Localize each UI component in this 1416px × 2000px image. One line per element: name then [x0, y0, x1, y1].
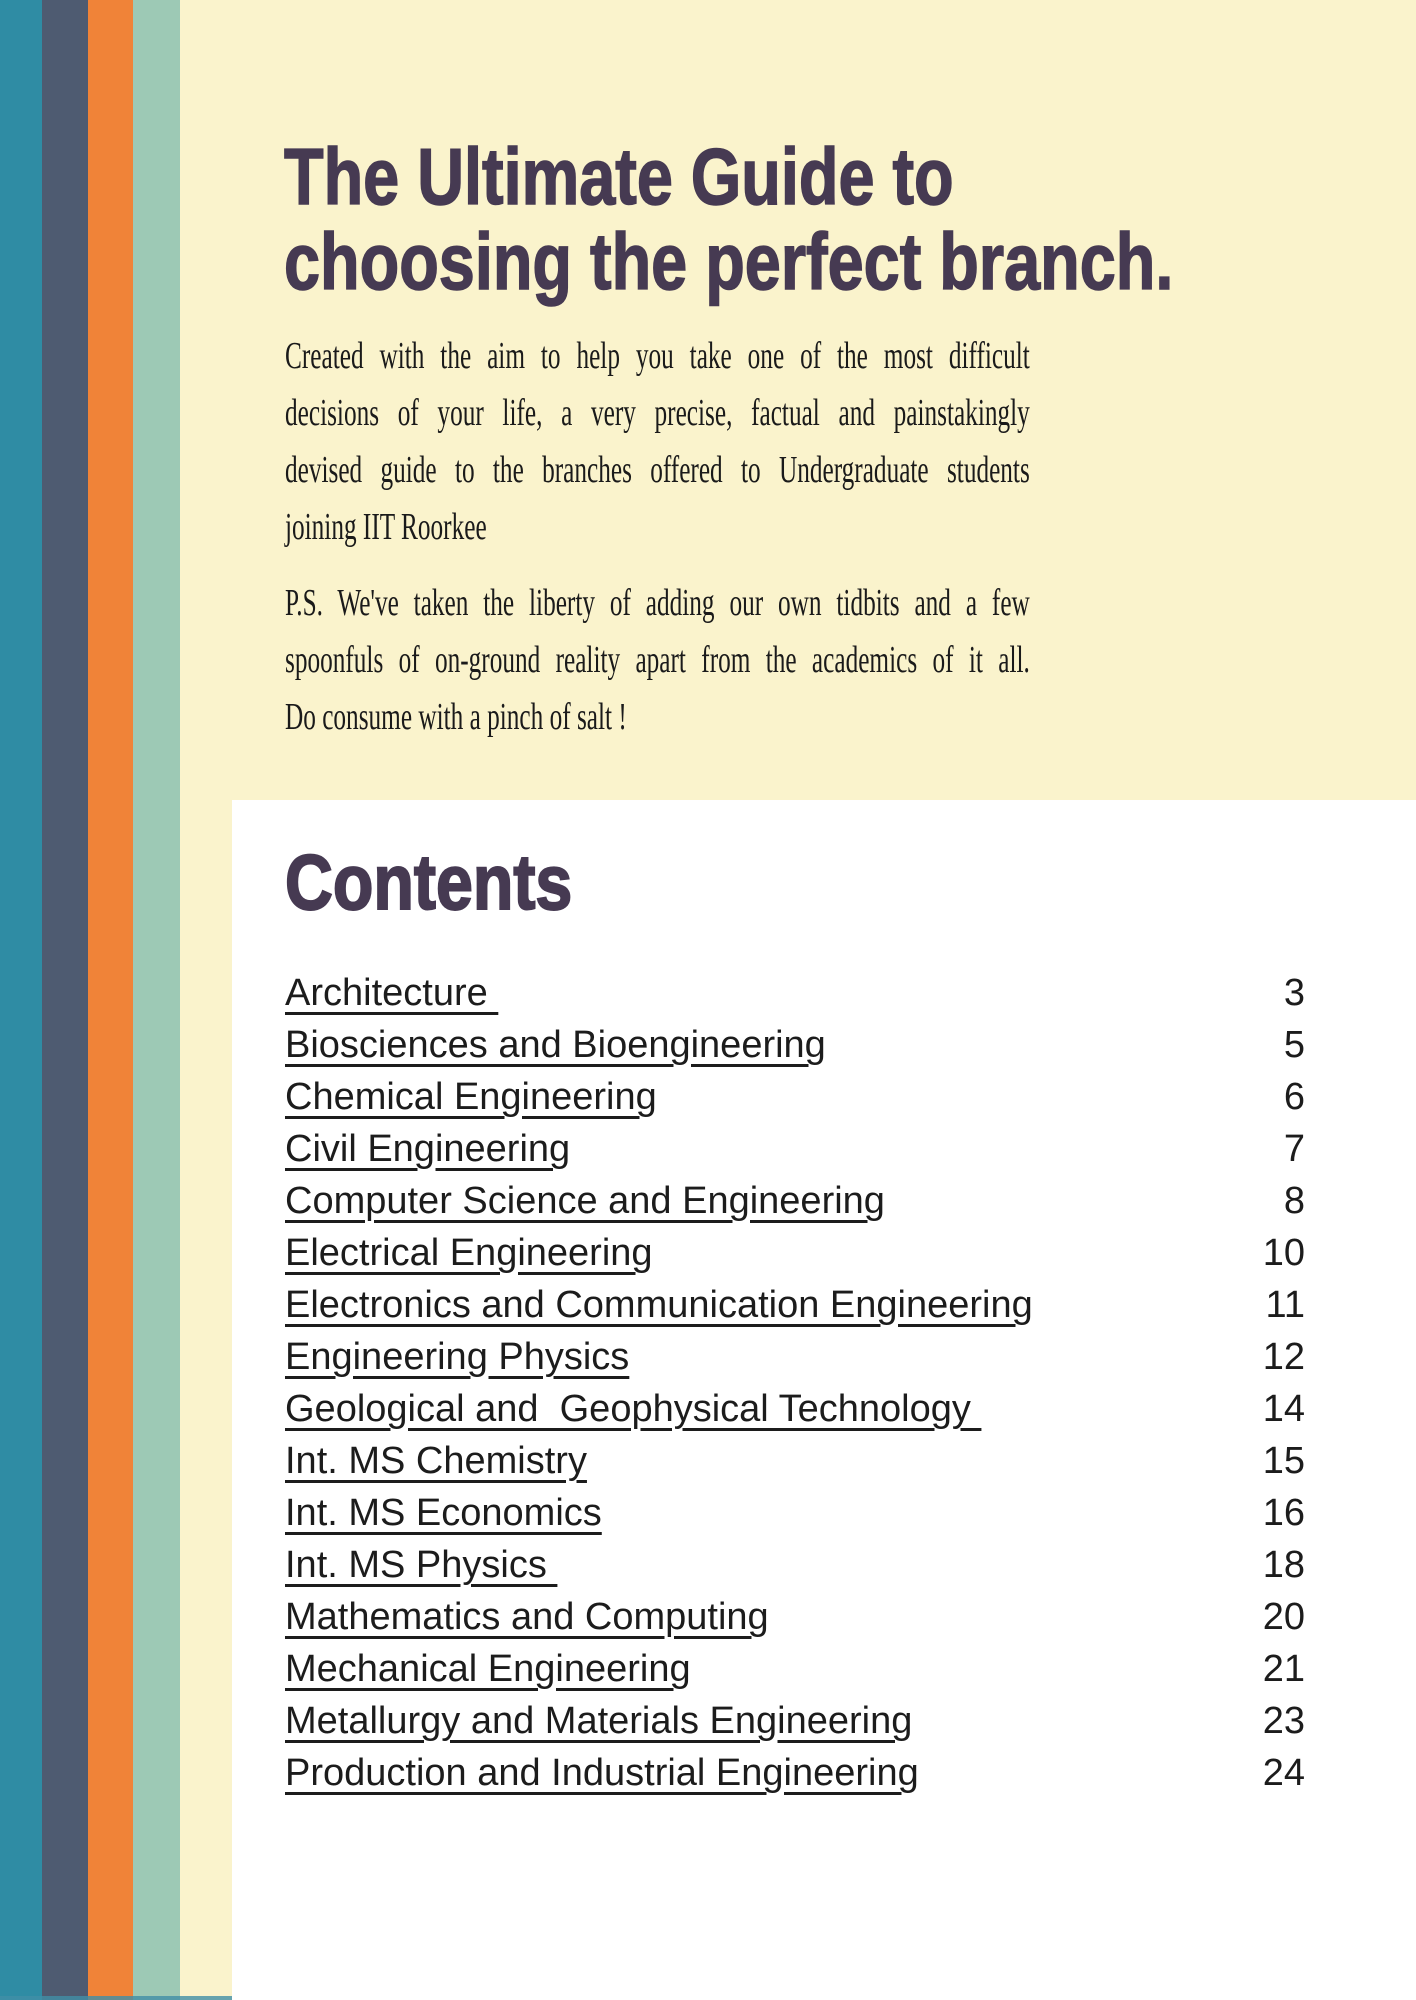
- toc-entry-page-number: 20: [1262, 1596, 1305, 1638]
- ps-line: spoonfuls of on-ground reality apart from the academics of it all.: [285, 639, 1030, 681]
- toc-entry-link[interactable]: Int. MS Economics: [285, 1492, 602, 1534]
- toc-entry-row: [285, 1175, 1305, 1227]
- toc-entry-row: [285, 1591, 1305, 1643]
- toc-entry-page-number: 7: [1283, 1128, 1305, 1170]
- toc-entry-link[interactable]: Electrical Engineering: [285, 1232, 653, 1274]
- toc-entry-row: [285, 1643, 1305, 1695]
- intro-line: devised guide to the branches offered to Undergraduate students: [285, 449, 1030, 491]
- toc-entry-row: [285, 1539, 1305, 1591]
- toc-entry-link[interactable]: Civil Engineering: [285, 1128, 571, 1170]
- toc-entry-row: [285, 1487, 1305, 1539]
- toc-entry-link[interactable]: Mathematics and Computing: [285, 1596, 769, 1638]
- page-bottom-edge: [0, 1996, 233, 2000]
- toc-entry-page-number: 3: [1283, 972, 1305, 1014]
- ps-line: P.S. We've taken the liberty of adding our own tidbits and a few: [285, 582, 1030, 624]
- intro-line: Created with the aim to help you take one of the most difficult: [285, 335, 1030, 377]
- toc-entry-page-number: 6: [1283, 1076, 1305, 1118]
- toc-entry-row: [285, 1747, 1305, 1799]
- toc-entry-page-number: 8: [1283, 1180, 1305, 1222]
- toc-entry-link[interactable]: Computer Science and Engineering: [285, 1180, 885, 1222]
- toc-entry-row: [285, 1695, 1305, 1747]
- toc-entry-page-number: 14: [1262, 1388, 1305, 1430]
- toc-entry-page-number: 12: [1262, 1336, 1305, 1378]
- toc-entry-link[interactable]: Chemical Engineering: [285, 1076, 657, 1118]
- intro-line: decisions of your life, a very precise, factual and painstakingly: [285, 392, 1030, 434]
- toc-entry-row: [285, 1071, 1305, 1123]
- toc-entry-row: [285, 1279, 1305, 1331]
- contents-heading: Contents: [285, 838, 573, 926]
- toc-entry-link[interactable]: Biosciences and Bioengineering: [285, 1024, 826, 1066]
- toc-entry-page-number: 24: [1262, 1752, 1305, 1794]
- toc-entry-page-number: 23: [1262, 1700, 1305, 1742]
- toc-entry-link[interactable]: Int. MS Physics: [285, 1544, 558, 1586]
- intro-line: joining IIT Roorkee: [285, 506, 487, 548]
- toc-entry-page-number: 11: [1265, 1284, 1305, 1326]
- toc-entry-row: [285, 1383, 1305, 1435]
- toc-entry-row: [285, 1227, 1305, 1279]
- page-title-line-2: choosing the perfect branch.: [284, 217, 1174, 306]
- toc-entry-page-number: 10: [1262, 1232, 1305, 1274]
- toc-entry-link[interactable]: Geological and Geophysical Technology: [285, 1388, 982, 1430]
- toc-entry-link[interactable]: Architecture: [285, 972, 499, 1014]
- toc-entry-row: [285, 1019, 1305, 1071]
- toc-entry-link[interactable]: Mechanical Engineering: [285, 1648, 691, 1690]
- toc-entry-page-number: 16: [1262, 1492, 1305, 1534]
- stripe-slate: [42, 0, 88, 2000]
- toc-entry-page-number: 15: [1262, 1440, 1305, 1482]
- toc-entry-row: [285, 1123, 1305, 1175]
- toc-entry-link[interactable]: Production and Industrial Engineering: [285, 1752, 919, 1794]
- ps-line: Do consume with a pinch of salt !: [285, 696, 627, 738]
- toc-entry-row: [285, 1435, 1305, 1487]
- toc-entry-link[interactable]: Metallurgy and Materials Engineering: [285, 1700, 913, 1742]
- intro-paragraph: [285, 328, 1030, 556]
- stripe-teal: [0, 0, 42, 2000]
- toc-entry-link[interactable]: Int. MS Chemistry: [285, 1440, 587, 1482]
- toc-entry-page-number: 18: [1262, 1544, 1305, 1586]
- toc-entry-link[interactable]: Electronics and Communication Engineering: [285, 1284, 1033, 1326]
- toc-entry-row: [285, 967, 1305, 1019]
- toc-entry-row: [285, 1331, 1305, 1383]
- toc-entry-link[interactable]: Engineering Physics: [285, 1336, 630, 1378]
- page-title: [284, 134, 1173, 304]
- stripe-orange: [88, 0, 133, 2000]
- toc-entry-page-number: 21: [1262, 1648, 1305, 1690]
- ps-paragraph: [285, 575, 1030, 746]
- stripe-sage: [133, 0, 180, 2000]
- toc-entry-page-number: 5: [1283, 1024, 1305, 1066]
- page-title-line-1: The Ultimate Guide to: [284, 132, 954, 221]
- table-of-contents: [285, 967, 1305, 1799]
